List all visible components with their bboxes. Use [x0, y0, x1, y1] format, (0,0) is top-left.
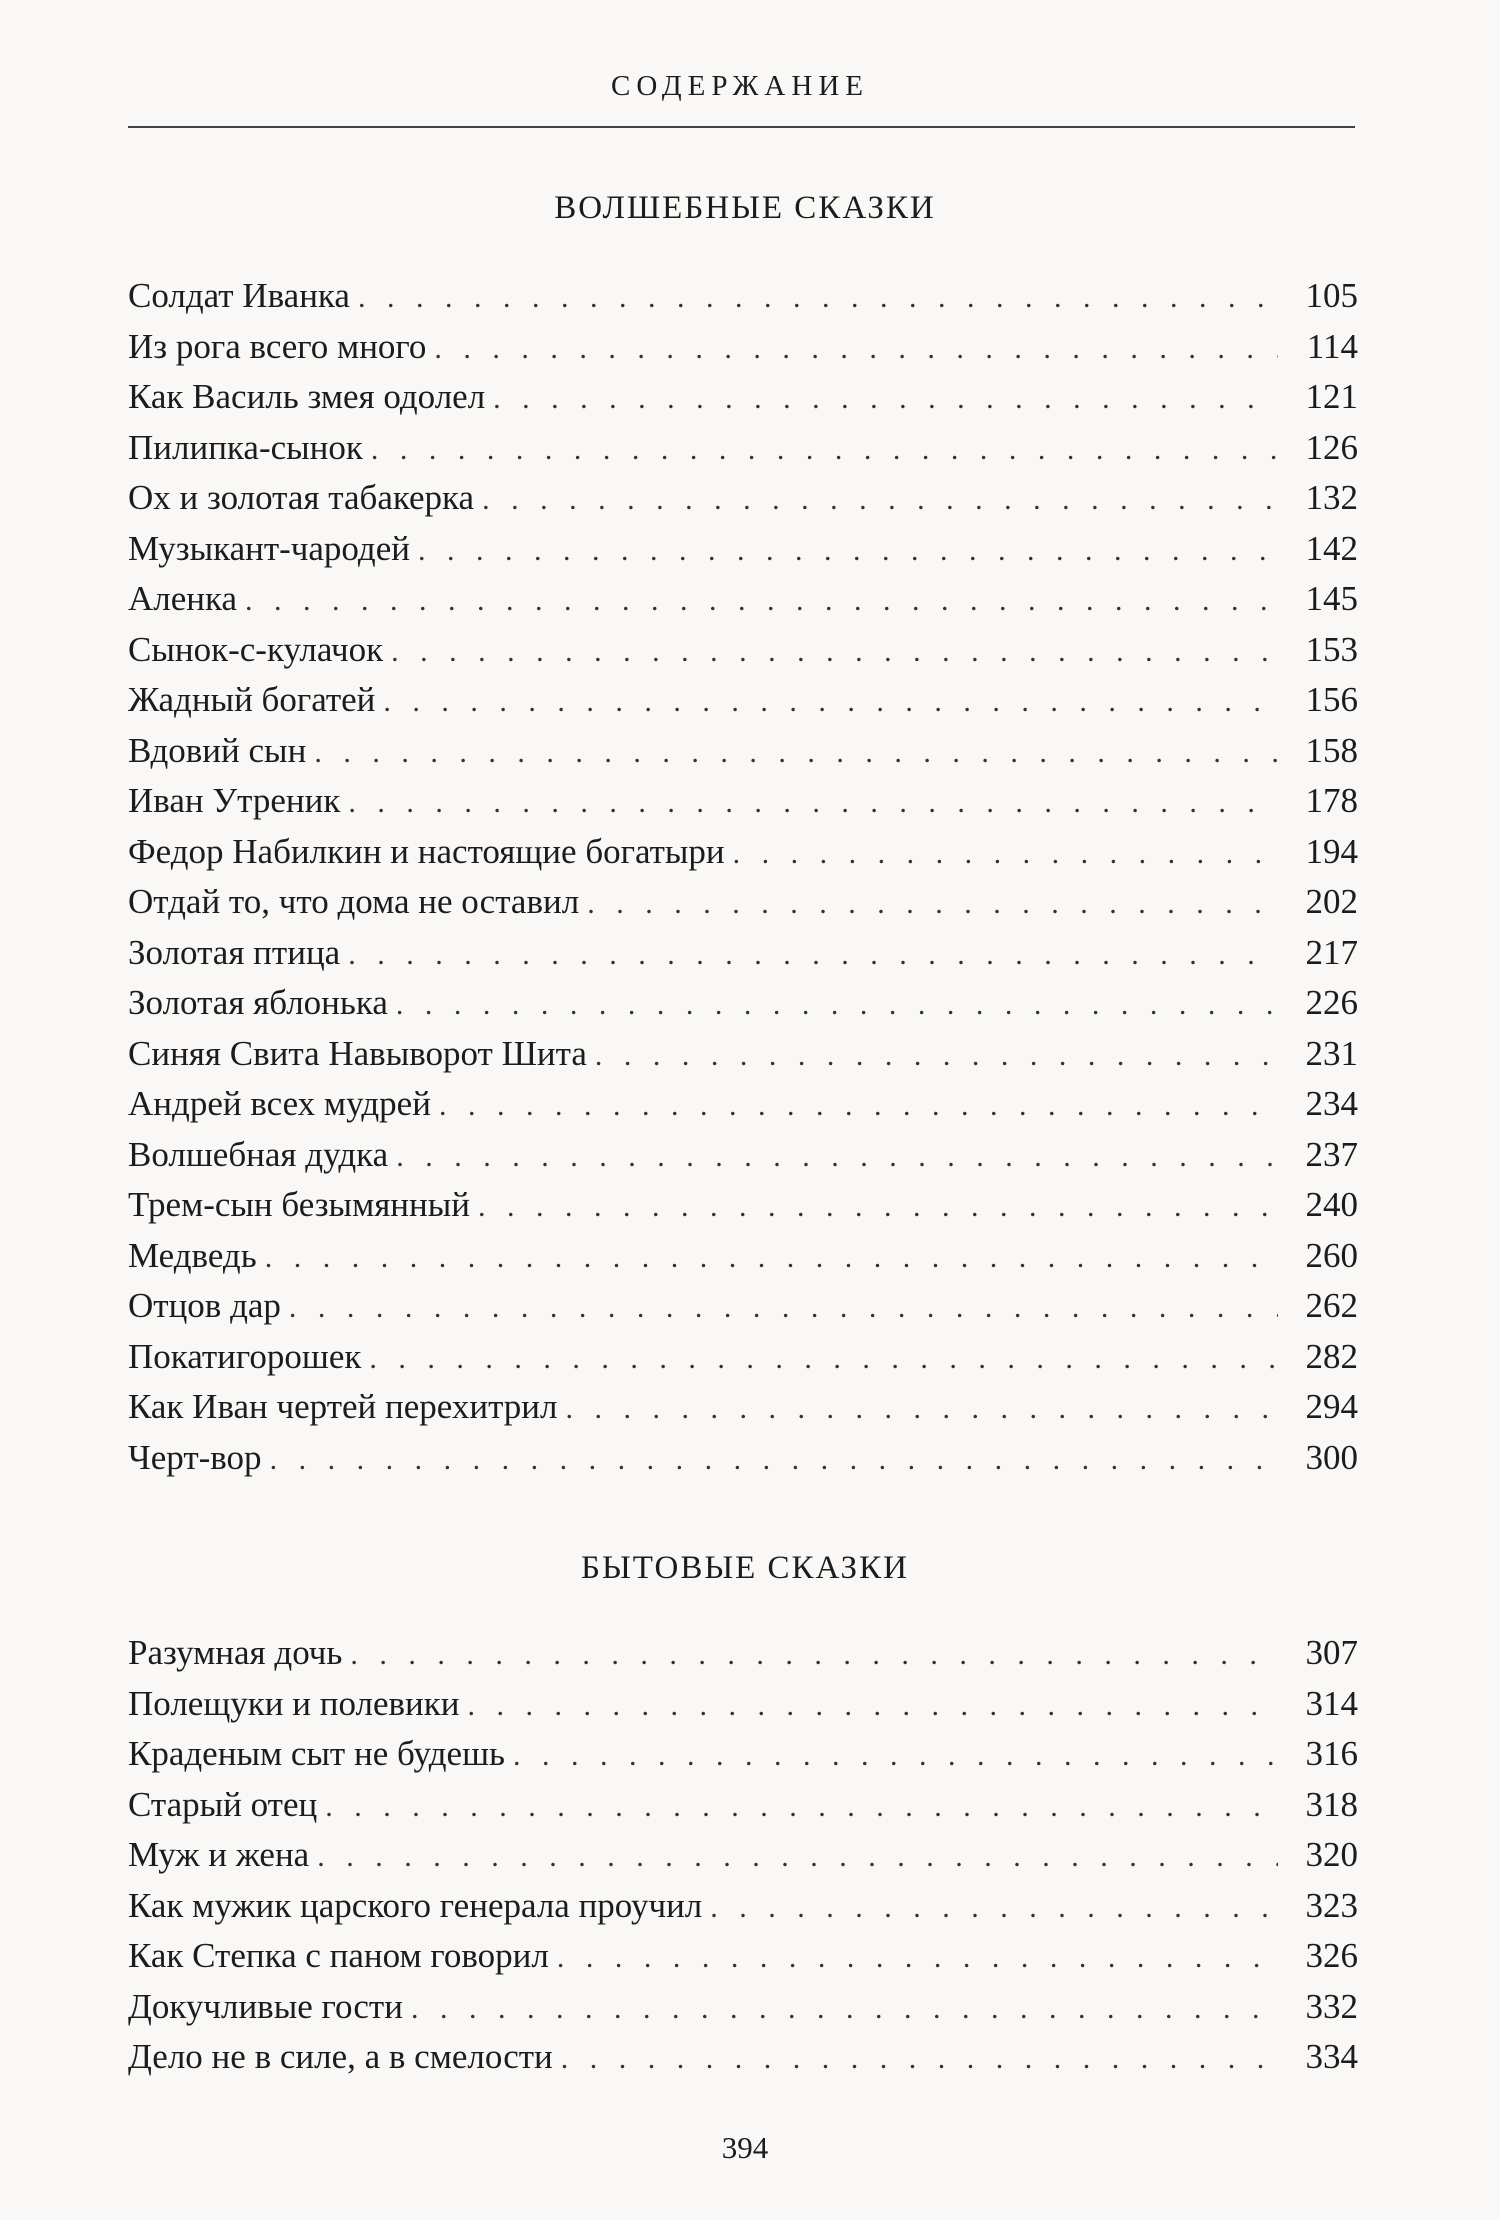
dot-leader [587, 879, 1278, 929]
dot-leader [478, 1182, 1278, 1232]
dot-leader [245, 576, 1278, 626]
section-title-everyday-tales: БЫТОВЫЕ СКАЗКИ [581, 1550, 909, 1586]
toc-entry [128, 776, 1358, 827]
toc-entry-title: Докучливые гости [128, 1986, 403, 2026]
dot-leader [348, 930, 1278, 980]
toc-entry-title: Краденым сыт не будешь [128, 1734, 506, 1773]
toc-list-everyday-tales [128, 1628, 1358, 2083]
toc-entry-page: 323 [1305, 1885, 1358, 1925]
toc-entry-title: Пилипка-сынок [128, 427, 363, 467]
toc-list-magic-tales [128, 271, 1358, 1483]
toc-entry-title: Золотая яблонька [128, 983, 388, 1022]
dot-leader [358, 273, 1278, 323]
running-head: СОДЕРЖАНИЕ [611, 70, 869, 102]
toc-entry-page: 282 [1305, 1336, 1358, 1376]
toc-entry-title: Волшебная дудка [128, 1134, 389, 1174]
dot-leader [418, 526, 1278, 576]
toc-entry [128, 574, 1358, 625]
toc-entry [128, 1382, 1358, 1433]
toc-entry-title: Андрей всех мудрей [128, 1084, 431, 1123]
toc-entry-title: Иван Утреник [128, 781, 341, 820]
toc-entry [128, 1281, 1358, 1332]
dot-leader [396, 980, 1278, 1030]
dot-leader [314, 728, 1278, 778]
toc-entry-page: 307 [1305, 1633, 1358, 1672]
toc-entry-page: 231 [1305, 1033, 1358, 1073]
toc-entry [128, 1729, 1358, 1780]
dot-leader [482, 475, 1278, 525]
dot-leader [434, 324, 1278, 374]
dot-leader [595, 1031, 1278, 1081]
dot-leader [369, 1334, 1278, 1384]
toc-entry-page: 126 [1305, 427, 1358, 467]
toc-entry [128, 1180, 1358, 1231]
dot-leader [411, 1984, 1278, 2034]
toc-entry-title: Муж и жена [128, 1835, 310, 1874]
toc-entry-title: Покатигорошек [128, 1336, 362, 1376]
dot-leader [566, 1384, 1278, 1434]
toc-entry [128, 1931, 1358, 1982]
dot-leader [371, 425, 1278, 475]
toc-entry-page: 142 [1305, 528, 1358, 568]
toc-entry-page: 202 [1305, 882, 1358, 921]
toc-entry-title: Вдовий сын [128, 730, 307, 770]
toc-entry-title: Золотая птица [128, 932, 341, 972]
toc-entry [128, 1881, 1358, 1932]
toc-entry [128, 978, 1358, 1029]
toc-entry [128, 877, 1358, 928]
toc-entry [128, 827, 1358, 878]
dot-leader [561, 2034, 1278, 2084]
toc-entry-page: 121 [1305, 377, 1358, 416]
toc-entry-title: Черт-вор [128, 1437, 262, 1477]
toc-entry [128, 625, 1358, 676]
toc-entry [128, 2032, 1358, 2083]
toc-entry-title: Солдат Иванка [128, 276, 350, 315]
dot-leader [325, 1782, 1278, 1832]
toc-entry-page: 316 [1305, 1734, 1358, 1773]
toc-entry [128, 1628, 1358, 1679]
toc-entry-title: Синяя Свита Навыворот Шита [128, 1033, 587, 1073]
toc-entry-page: 234 [1305, 1084, 1358, 1123]
toc-entry [128, 322, 1358, 373]
toc-entry-title: Как мужик царского генерала проучил [128, 1885, 703, 1925]
toc-entry-page: 194 [1305, 831, 1358, 871]
dot-leader [289, 1283, 1278, 1333]
toc-entry-page: 320 [1305, 1835, 1358, 1874]
toc-entry-page: 158 [1305, 730, 1358, 770]
toc-entry-page: 334 [1305, 2037, 1358, 2076]
toc-entry-title: Сынок-с-кулачок [128, 629, 384, 669]
toc-entry [128, 1079, 1358, 1130]
toc-entry-title: Медведь [128, 1235, 257, 1275]
dot-leader [348, 778, 1278, 828]
toc-entry-title: Старый отец [128, 1784, 318, 1824]
toc-entry-title: Как Иван чертей перехитрил [128, 1387, 558, 1426]
toc-entry-page: 114 [1306, 326, 1358, 366]
toc-entry-title: Из рога всего много [128, 326, 427, 366]
toc-entry [128, 1679, 1358, 1730]
toc-entry [128, 1830, 1358, 1881]
toc-entry [128, 1982, 1358, 2033]
toc-entry [128, 372, 1358, 423]
toc-entry [128, 726, 1358, 777]
dot-leader [270, 1435, 1278, 1485]
dot-leader [557, 1933, 1278, 1983]
toc-entry-page: 262 [1305, 1286, 1358, 1325]
section-title-magic-tales: ВОЛШЕБНЫЕ СКАЗКИ [554, 190, 936, 226]
dot-leader [710, 1883, 1278, 1933]
toc-entry-title: Полещуки и полевики [128, 1683, 460, 1723]
page-number: 394 [721, 2130, 769, 2165]
toc-entry [128, 524, 1358, 575]
toc-entry-page: 294 [1305, 1387, 1358, 1426]
toc-entry-title: Музыкант-чародей [128, 528, 410, 568]
toc-entry-page: 318 [1305, 1784, 1358, 1824]
toc-entry-page: 332 [1305, 1986, 1358, 2026]
toc-entry-page: 326 [1305, 1936, 1358, 1975]
toc-entry-page: 314 [1305, 1683, 1358, 1723]
dot-leader [493, 374, 1278, 424]
toc-entry-page: 132 [1305, 478, 1358, 517]
toc-entry [128, 1231, 1358, 1282]
header-rule [128, 126, 1355, 128]
toc-entry-title: Трем-сын безымянный [128, 1185, 471, 1224]
toc-entry-page: 240 [1305, 1185, 1358, 1224]
dot-leader [513, 1731, 1278, 1781]
toc-entry-page: 105 [1305, 276, 1358, 315]
dot-leader [265, 1233, 1278, 1283]
dot-leader [468, 1681, 1279, 1731]
dot-leader [383, 677, 1278, 727]
dot-leader [317, 1832, 1278, 1882]
toc-entry [128, 1029, 1358, 1080]
toc-entry-page: 153 [1305, 629, 1358, 669]
toc-entry [128, 1130, 1358, 1181]
toc-entry-title: Разумная дочь [128, 1633, 343, 1672]
toc-entry-page: 300 [1305, 1437, 1358, 1477]
toc-entry [128, 675, 1358, 726]
toc-entry-page: 156 [1305, 680, 1358, 719]
toc-entry-title: Жадный богатей [128, 680, 376, 719]
toc-entry [128, 1780, 1358, 1831]
dot-leader [396, 1132, 1278, 1182]
toc-entry-page: 237 [1305, 1134, 1358, 1174]
toc-entry-title: Дело не в силе, а в смелости [128, 2037, 553, 2076]
toc-entry-page: 226 [1305, 983, 1358, 1022]
toc-entry-title: Федор Набилкин и настоящие богатыри [128, 831, 725, 871]
toc-entry-title: Аленка [128, 579, 238, 618]
toc-entry-page: 260 [1305, 1235, 1358, 1275]
dot-leader [391, 627, 1278, 677]
toc-entry [128, 271, 1358, 322]
toc-entry [128, 928, 1358, 979]
toc-entry-page: 217 [1305, 932, 1358, 972]
toc-entry-title: Как Степка с паном говорил [128, 1936, 549, 1975]
toc-entry [128, 1433, 1358, 1484]
toc-entry-title: Отцов дар [128, 1286, 281, 1325]
toc-entry-page: 145 [1305, 579, 1358, 618]
dot-leader [439, 1081, 1278, 1131]
dot-leader [733, 829, 1278, 879]
toc-entry-title: Как Василь змея одолел [128, 377, 486, 416]
toc-entry-page: 178 [1305, 781, 1358, 820]
dot-leader [350, 1630, 1278, 1680]
toc-entry-title: Ох и золотая табакерка [128, 478, 475, 517]
toc-entry [128, 423, 1358, 474]
toc-entry [128, 473, 1358, 524]
toc-entry-title: Отдай то, что дома не оставил [128, 882, 580, 921]
toc-entry [128, 1332, 1358, 1383]
